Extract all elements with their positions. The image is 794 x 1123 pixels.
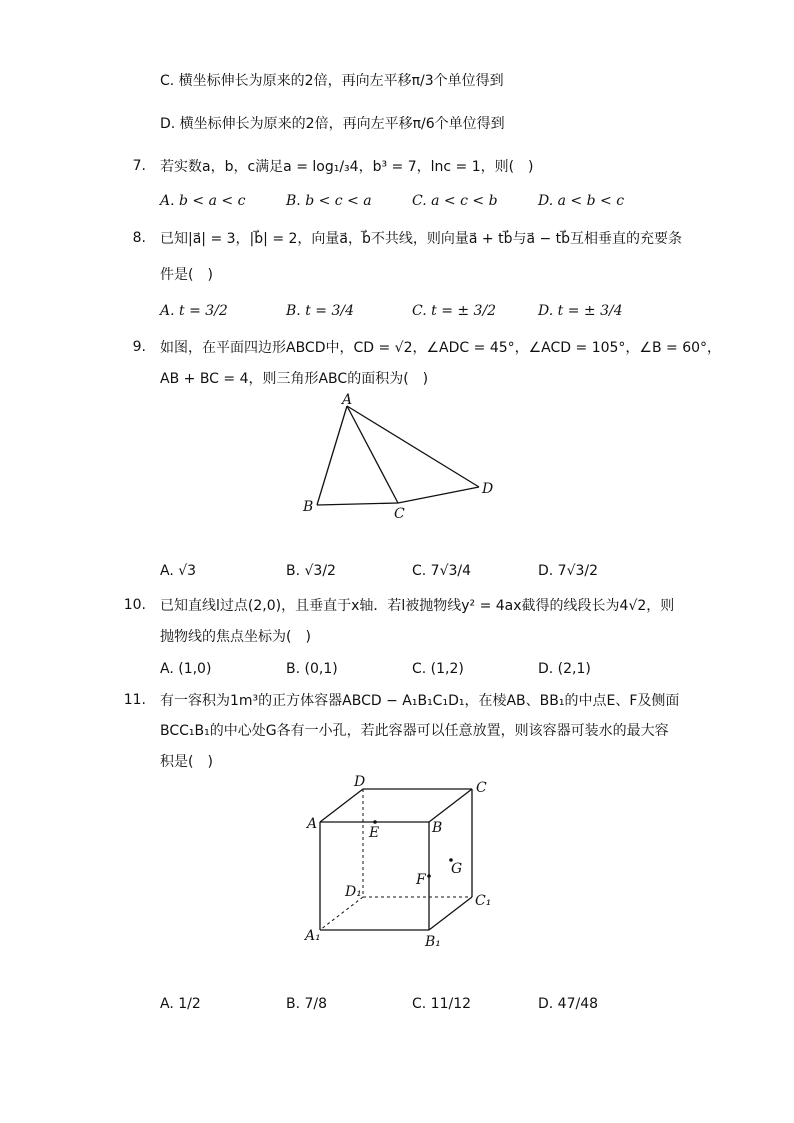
q11-option-d: D. 47/48 — [538, 996, 599, 1012]
label-c1: C₁ — [475, 893, 492, 909]
q11-stem-line2: BCC₁B₁的中心处G各有一小孔，若此容器可以任意放置，则该容器可装水的最大容 — [160, 723, 669, 739]
q9-stem-line1: 如图，在平面四边形ABCD中，CD = √2，∠ADC = 45°，∠ACD = 105°，∠B = 60°， — [160, 340, 722, 356]
label-f: F — [416, 872, 426, 888]
q11-stem-line3: 积是( ) — [160, 754, 213, 770]
segment-bc — [317, 503, 398, 505]
q9-stem-line2: AB + BC = 4，则三角形ABC的面积为( ) — [160, 371, 429, 387]
q8-option-a: A. t = 3/2 — [160, 303, 228, 319]
label-a: A — [342, 392, 353, 408]
label-d1: D₁ — [345, 884, 362, 900]
q8-option-d: D. t = ± 3/4 — [538, 303, 623, 319]
q10-option-a: A. (1,0) — [160, 661, 212, 677]
q7-option-a: A. b < a < c — [160, 193, 246, 209]
point-e — [373, 820, 377, 824]
label-a: A — [307, 816, 318, 832]
q6-option-d: D. 横坐标伸长为原来的2倍，再向左平移π/6个单位得到 — [160, 116, 505, 132]
label-b: B — [303, 499, 314, 515]
q8-option-b: B. t = 3/4 — [286, 303, 354, 319]
q10-option-d: D. (2,1) — [538, 661, 591, 677]
q8-option-c: C. t = ± 3/2 — [412, 303, 497, 319]
q9-option-d: D. 7√3/2 — [538, 563, 599, 579]
edge-c1-b1 — [429, 897, 472, 930]
segment-ad — [347, 406, 479, 487]
q7-number: 7. — [132, 158, 146, 174]
q8-number: 8. — [132, 230, 146, 246]
label-d: D — [482, 481, 494, 497]
q6-option-c: C. 横坐标伸长为原来的2倍，再向左平移π/3个单位得到 — [160, 73, 504, 89]
q8-stem-line1: 已知|a⃗| = 3，|b⃗| = 2，向量a⃗，b⃗不共线，则向量a⃗ + tb⃗与a⃗ − tb⃗互相垂直的充要条 — [160, 231, 683, 247]
segment-ac — [347, 406, 398, 503]
edge-c-b — [429, 789, 472, 822]
label-c: C — [476, 780, 487, 796]
q7-option-c: C. a < c < b — [412, 193, 498, 209]
q9-option-b: B. √3/2 — [286, 563, 336, 579]
q10-stem-line2: 抛物线的焦点坐标为( ) — [160, 629, 311, 645]
q8-stem-line2: 件是( ) — [160, 267, 213, 283]
label-c: C — [394, 506, 405, 522]
q7-option-b: B. b < c < a — [286, 193, 372, 209]
q9-quadrilateral-figure — [290, 390, 510, 525]
q10-option-b: B. (0,1) — [286, 661, 338, 677]
q10-number: 10. — [123, 597, 146, 613]
label-b1: B₁ — [425, 934, 441, 950]
q7-stem: 若实数a，b，c满足a = log₁/₃4，b³ = 7，lnc = 1，则( ) — [160, 159, 534, 175]
q11-cube-figure — [295, 772, 505, 957]
label-a1: A₁ — [305, 928, 321, 944]
q11-option-a: A. 1/2 — [160, 996, 201, 1012]
label-e: E — [369, 825, 380, 841]
q11-stem-line1: 有一容积为1m³的正方体容器ABCD − A₁B₁C₁D₁，在棱AB、BB₁的中点E、F及侧面 — [160, 693, 680, 709]
q10-option-c: C. (1,2) — [412, 661, 464, 677]
q9-option-a: A. √3 — [160, 563, 197, 579]
hidden-edge-d1-a1 — [320, 897, 363, 930]
label-d: D — [354, 774, 366, 790]
q9-number: 9. — [132, 339, 146, 355]
q11-number: 11. — [123, 692, 146, 708]
q10-stem-line1: 已知直线l过点(2,0)，且垂直于x轴．若l被抛物线y² = 4ax截得的线段长为4√2，则 — [160, 598, 675, 614]
segment-ab — [317, 406, 347, 505]
label-b: B — [432, 820, 443, 836]
label-g: G — [451, 861, 463, 877]
segment-cd — [398, 487, 479, 503]
edge-a-d — [320, 789, 363, 822]
q9-option-c: C. 7√3/4 — [412, 563, 472, 579]
q11-option-c: C. 11/12 — [412, 996, 472, 1012]
point-f — [427, 874, 431, 878]
q11-option-b: B. 7/8 — [286, 996, 328, 1012]
q7-option-d: D. a < b < c — [538, 193, 625, 209]
